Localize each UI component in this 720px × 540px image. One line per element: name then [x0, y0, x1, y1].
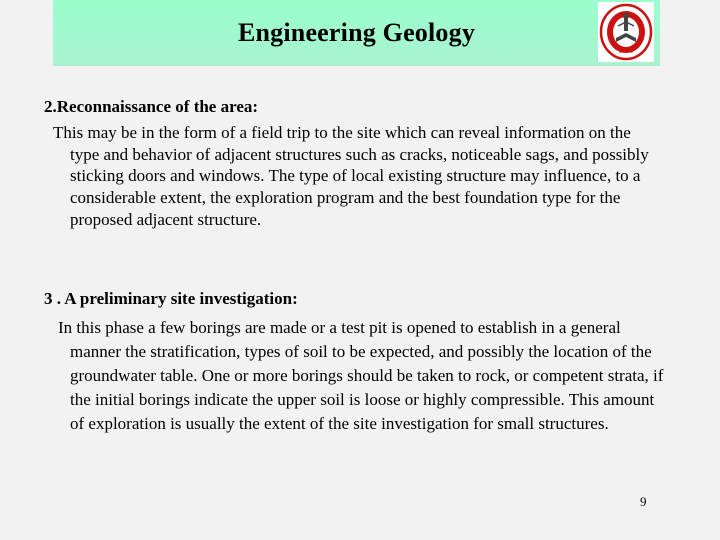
section-body: This may be in the form of a field trip to the site which can reveal information on the type and behavior of adjacent structures such as cracks, noticeable sags, and possibly sticking doors and windows. The type of local existing structure may influence, to a considerable extent, the exploration program and the best foundation type for the proposed adjacent structure.: [53, 122, 649, 229]
section-reconnaissance: [44, 96, 664, 231]
section-heading: 3 . A preliminary site investigation:: [44, 289, 298, 308]
page-title: Engineering Geology: [237, 18, 476, 47]
header-bar: [53, 0, 660, 66]
svg-text:•••••: •••••: [618, 50, 634, 56]
section-preliminary-investigation: [44, 288, 664, 436]
university-seal-icon: [598, 2, 654, 62]
section-body: In this phase a few borings are made or a test pit is opened to establish in a general manner the stratification, types of soil to be expected, and possibly the location of the groundwater table. One or more borings should be taken to rock, or competent strata, if the initial borings indicate the upper soil is loose or highly compressible. This amount of exploration is usually the extent of the site investigation for small structures.: [58, 317, 664, 433]
section-heading: 2.Reconnaissance of the area:: [44, 97, 259, 116]
page-number: 9: [640, 494, 647, 509]
